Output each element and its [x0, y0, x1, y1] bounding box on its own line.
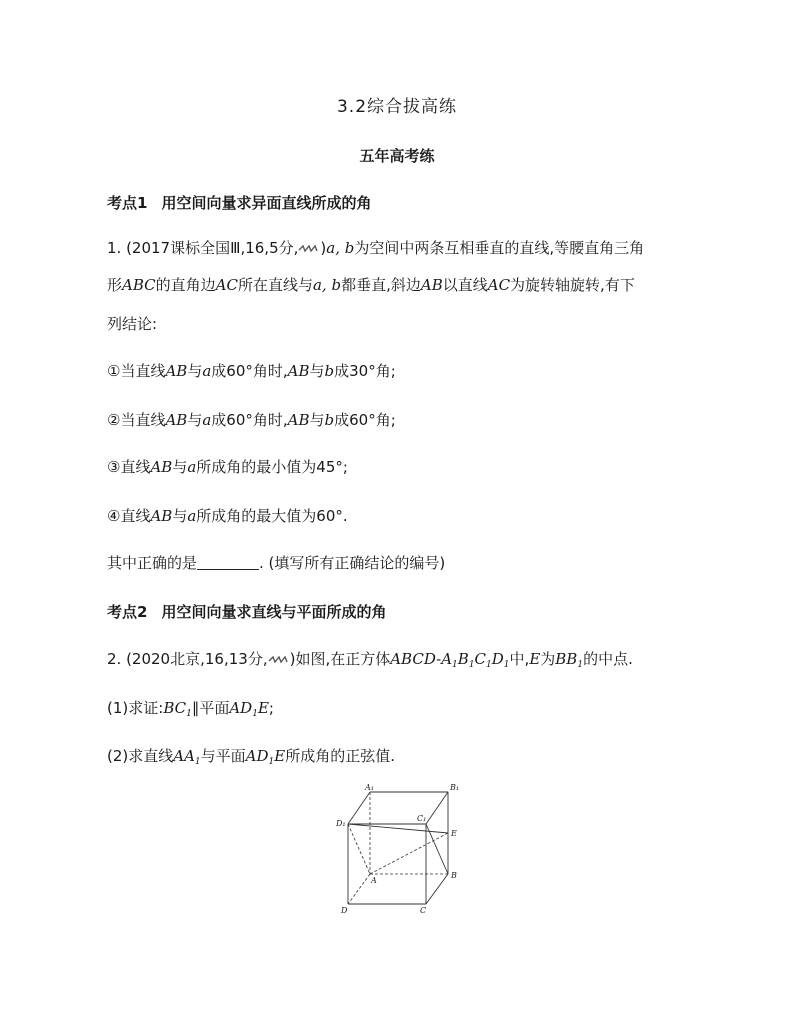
q1-answer-line: 其中正确的是 . (填写所有正确结论的编号): [107, 554, 446, 572]
edge-CB: [426, 874, 448, 904]
cube-figure: [330, 780, 470, 920]
answer-blank[interactable]: [197, 555, 259, 570]
q2-part-1: (1)求证$:BC_1\parallel$平面$AD_1E$;: [107, 699, 274, 719]
q1-line-2: 形ABC的直角边AC所在直线与a, b都垂直,斜边AB以直线AC为旋转轴旋转,有下: [107, 276, 635, 294]
label-B1: B₁: [450, 783, 460, 792]
section-number: 考点2: [107, 603, 148, 621]
q1-option-2: ②当直线AB与a成60°角时,AB与b成60°角;: [107, 411, 396, 429]
q2-part-2: (2)求直线$AA_1$与平面$AD_1E$所成角的正弦值.: [107, 747, 395, 767]
q1-line-3: 列结论:: [107, 315, 158, 333]
q1-option-1: ①当直线AB与a成60°角时,AB与b成30°角;: [107, 362, 396, 380]
label-C1: C₁: [417, 814, 427, 823]
label-D1: D₁: [336, 819, 346, 828]
difficulty-stars-icon: [268, 655, 290, 665]
section-number: 考点1: [107, 194, 148, 212]
label-A1: A₁: [365, 783, 374, 792]
section-title: 用空间向量求直线与平面所成的角: [161, 603, 387, 621]
line-C1B: [426, 824, 448, 874]
section-title: 用空间向量求异面直线所成的角: [161, 194, 372, 212]
page-subtitle: 五年高考练: [359, 147, 435, 165]
q1-line-1: 1. (2017课标全国Ⅲ,16,5分, )a, b为空间中两条互相垂直的直线,等腰直角三角: [107, 239, 645, 257]
line-D1A: [348, 824, 370, 874]
edge-A1D1: [348, 792, 370, 824]
q2-line-1: 2. (2020北京,16,13分, )如图,在正方体ABCD-$A_1B_1C_1D_1$中,E为$BB_1$的中点.: [107, 650, 633, 670]
label-A: A: [371, 876, 377, 885]
edge-B1C1: [426, 792, 448, 824]
label-C: C: [420, 906, 427, 915]
page-title: 3.2综合拔高练: [336, 97, 458, 117]
q1-option-4: ④直线AB与a所成角的最大值为60°.: [107, 507, 348, 525]
line-AE: [370, 833, 448, 874]
edge-AD: [348, 874, 370, 904]
line-D1E: [348, 824, 448, 833]
section-heading-1: [107, 192, 371, 213]
label-D: D: [341, 906, 348, 915]
section-heading-2: [107, 601, 386, 622]
q1-option-3: ③直线AB与a所成角的最小值为45°;: [107, 458, 348, 476]
label-E: E: [451, 829, 457, 838]
difficulty-stars-icon: [298, 244, 320, 254]
label-B: B: [451, 871, 457, 880]
